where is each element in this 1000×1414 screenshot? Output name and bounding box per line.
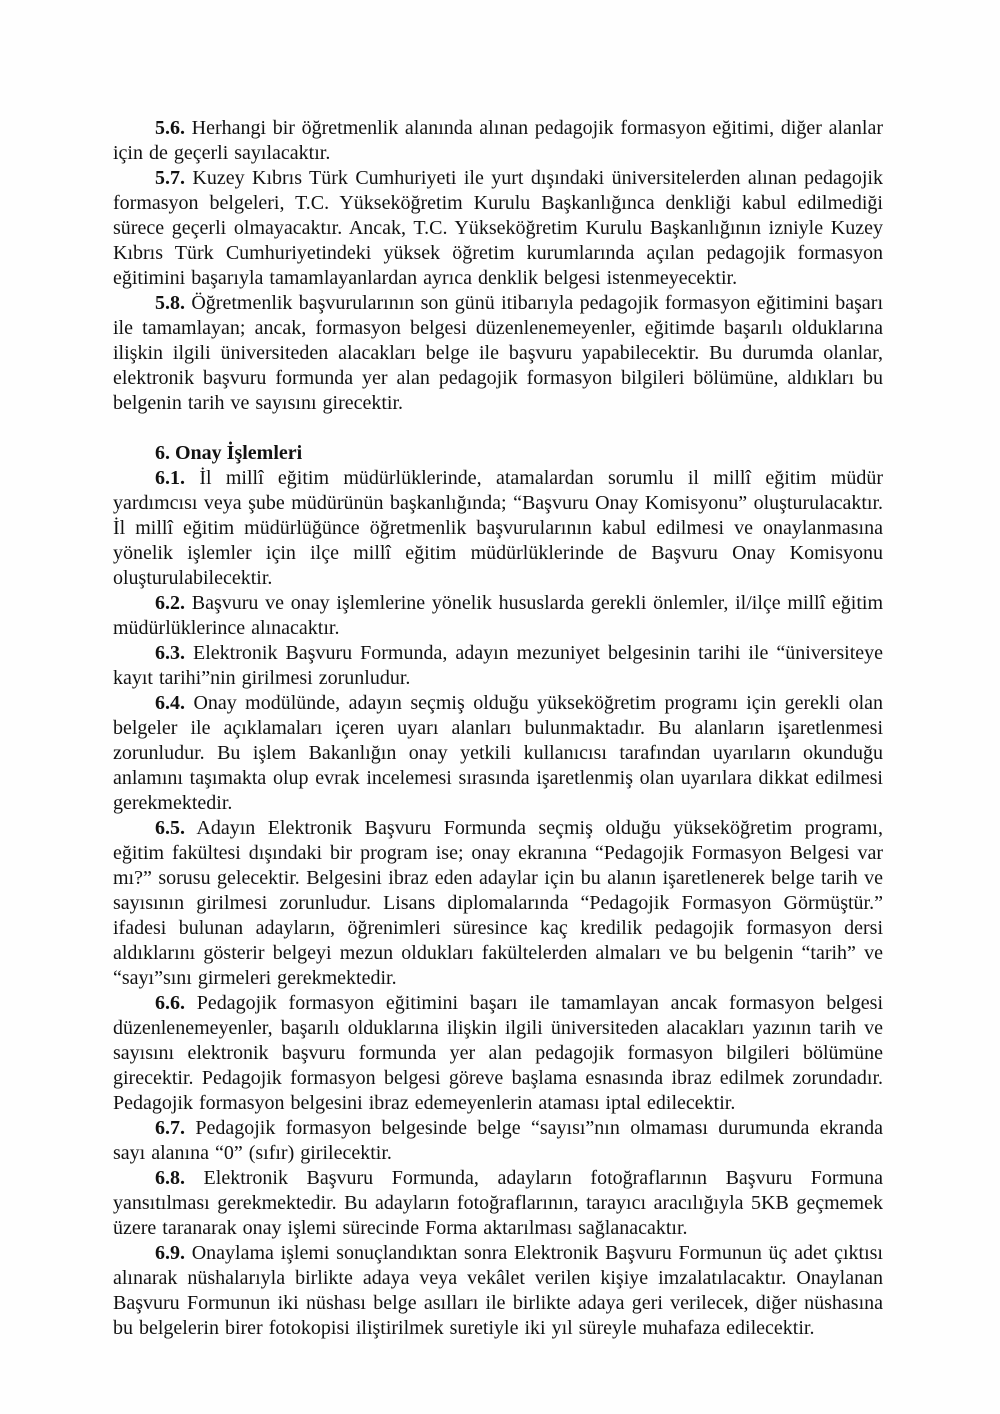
section-text: İl millî eğitim müdürlüklerinde, atamalardan sorumlu il millî eğitim müdür yardımcısı veya şube müdürünün başkanlığında; “Başvuru Onay Komisyonu” oluşturulacaktır. İl millî eğitim müdürlüğünce öğretmenlik başvurularının kabul edilmesi ve onaylanmasına yönelik işlemler için ilçe millî eğitim müdürlüklerinde de Başvuru Onay Komisyonu oluşturulabilecektir. <box>113 467 883 589</box>
section-text: Elektronik Başvuru Formunda, adayın mezuniyet belgesinin tarihi ile “üniversiteye kayıt tarihi”nin girilmesi zorunludur. <box>113 642 884 689</box>
section-number: 6.3. <box>155 642 185 664</box>
section-number: 6.7. <box>155 1117 185 1139</box>
section-number: 6.8. <box>155 1167 185 1189</box>
section-number: 6.4. <box>155 692 185 714</box>
section-number: 6.2. <box>155 592 185 614</box>
section-number: 5.6. <box>155 117 185 139</box>
section-text: Onay modülünde, adayın seçmiş olduğu yükseköğretim programı için gerekli olan belgeler ile açıklamaları içeren uyarı alanları bulunmaktadır. Bu alanların işaretlenmesi zorunludur. Bu işlem Bakanlığın onay yetkili kullanıcısı tarafından uyarıların okunduğu anlamını taşımakta olup evrak incelemesi sırasında işaretlenmiş olan uyarılara dikkat edilmesi gerekmektedir. <box>113 692 884 814</box>
section-text: Öğretmenlik başvurularının son günü itibarıyla pedagojik formasyon eğitimini başarı ile tamamlayan; ancak, formasyon belgesi düzenlenemeyenler, eğitimde başarılı olduklarına ilişkin ilgili üniversiteden alacakları belge ile başvuru yapabilecektir. Bu durumda olanlar, elektronik başvuru formunda yer alan pedagojik formasyon bilgileri bölümüne, aldıkları bu belgenin tarih ve sayısını girecektir. <box>113 292 884 414</box>
paragraph-6-8 <box>113 1166 883 1241</box>
paragraph-5-7 <box>113 166 883 291</box>
section-number: 6.6. <box>155 992 185 1014</box>
paragraph-6-9 <box>113 1241 883 1341</box>
section-text: Elektronik Başvuru Formunda, adayların fotoğraflarının Başvuru Formuna yansıtılması gerekmektedir. Bu adayların fotoğraflarının, tarayıcı aracılığıyla 5KB geçmemek üzere taranarak onay işlemi sürecinde Forma aktarılması sağlanacaktır. <box>113 1167 884 1239</box>
section-text: Pedagojik formasyon eğitimini başarı ile tamamlayan ancak formasyon belgesi düzenlenemeyenler, başarılı olduklarına ilişkin ilgili üniversiteden alacakları yazının tarih ve sayısını elektronik başvuru formunda yer alan pedagojik formasyon bilgileri bölümüne girecektir. Pedagojik formasyon belgesi göreve başlama esnasında ibraz edilmek zorundadır. Pedagojik formasyon belgesini ibraz edemeyenlerin ataması iptal edilecektir. <box>113 992 884 1114</box>
paragraph-6-2 <box>113 591 883 641</box>
document-text-block <box>113 116 883 1341</box>
section-number: 6.1. <box>155 467 185 489</box>
section-text: Onaylama işlemi sonuçlandıktan sonra Elektronik Başvuru Formunun üç adet çıktısı alınarak nüshalarıyla birlikte adaya veya vekâlet verilen kişiye imzalatılacaktır. Onaylanan Başvuru Formunun iki nüshası belge asılları ile birlikte adaya geri verilecek, diğer nüshasına bu belgelerin birer fotokopisi iliştirilmek suretiyle iki yıl süreyle muhafaza edilecektir. <box>113 1242 883 1339</box>
paragraph-5-8 <box>113 291 883 416</box>
section-text: Adayın Elektronik Başvuru Formunda seçmiş olduğu yükseköğretim programı, eğitim fakültesi dışındaki bir program ise; onay ekranına “Pedagojik Formasyon Belgesi var mı?” sorusu gelecektir. Belgesini ibraz eden adaylar için bu alanın işaretlenerek belge tarih ve sayısının girilmesi zorunludur. Lisans diplomalarında “Pedagojik Formasyon Görmüştür.” ifadesi bulunan adayların, öğrenimleri süresince kaç kredilik pedagojik formasyon dersi aldıklarını gösterir belgeyi mezun oldukları fakültelerden almaları ve bu belgenin “tarih” ve “sayı”sını girmeleri gerekmektedir. <box>113 817 883 989</box>
paragraph-6-5 <box>113 816 883 991</box>
paragraph-6-6 <box>113 991 883 1116</box>
section-text: Başvuru ve onay işlemlerine yönelik hususlarda gerekli önlemler, il/ilçe millî eğitim müdürlüklerince alınacaktır. <box>113 592 883 639</box>
section-text: Herhangi bir öğretmenlik alanında alınan pedagojik formasyon eğitimi, diğer alanlar için de geçerli sayılacaktır. <box>113 117 883 164</box>
section-text: Kuzey Kıbrıs Türk Cumhuriyeti ile yurt dışındaki üniversitelerden alınan pedagojik formasyon belgeleri, T.C. Yükseköğretim Kurulu Başkanlığınca denkliği kabul edilmediği sürece geçerli olmayacaktır. Ancak, T.C. Yükseköğretim Kurulu Başkanlığının izniyle Kuzey Kıbrıs Türk Cumhuriyetindeki yüksek öğretim kurumlarında açılan pedagojik formasyon eğitimini başarıyla tamamlayanlardan ayrıca denklik belgesi istenmeyecektir. <box>113 167 883 289</box>
section-heading-onay-islemleri: 6. Onay İşlemleri <box>155 442 303 464</box>
section-text: Pedagojik formasyon belgesinde belge “sayısı”nın olmaması durumunda ekranda sayı alanına “0” (sıfır) girilecektir. <box>113 1117 883 1164</box>
section-number: 6.9. <box>155 1242 185 1264</box>
paragraph-5-6 <box>113 116 883 166</box>
section-number: 5.8. <box>155 292 185 314</box>
paragraph-6-3 <box>113 641 883 691</box>
paragraph-6-7 <box>113 1116 883 1166</box>
section-number: 6.5. <box>155 817 185 839</box>
section-number: 5.7. <box>155 167 185 189</box>
paragraph-6-1 <box>113 466 883 591</box>
paragraph-6-4 <box>113 691 883 816</box>
